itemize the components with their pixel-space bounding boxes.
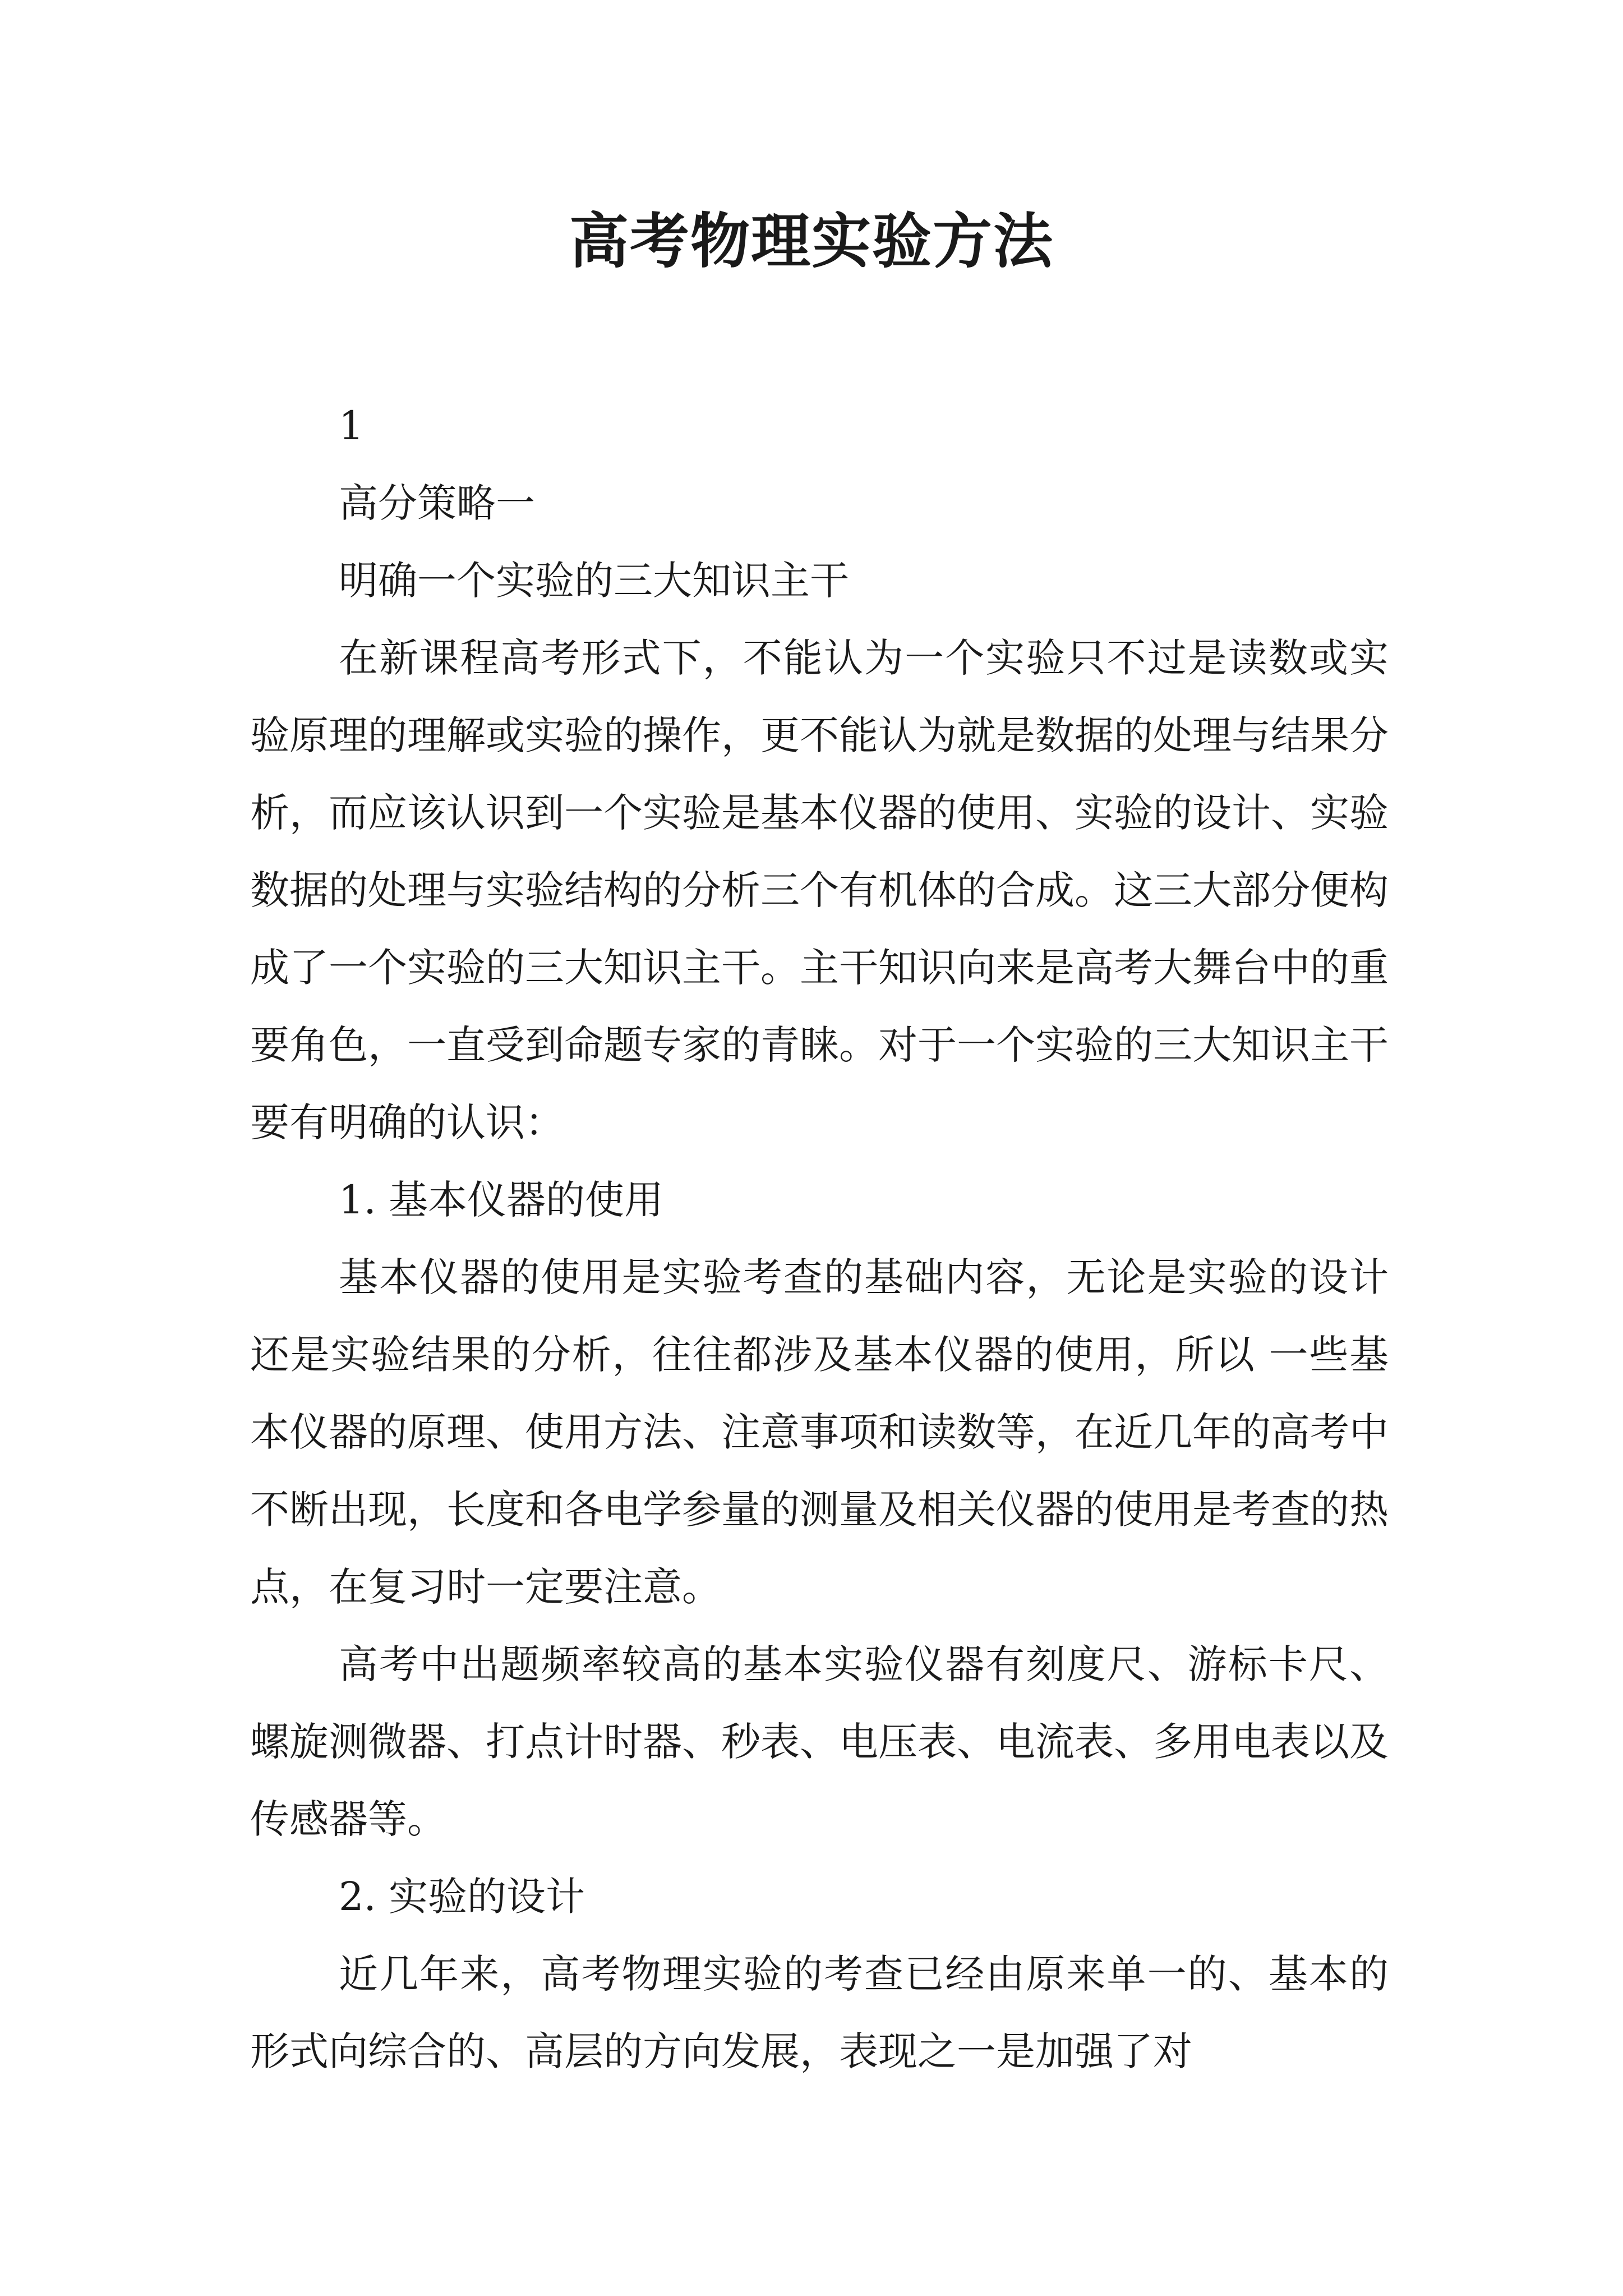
- instruments-list-paragraph: 高考中出题频率较高的基本实验仪器有刻度尺、游标卡尺、螺旋测微器、打点计时器、秒表、电压表、电流表、多用电表以及传感器等。: [250, 1641, 1389, 1842]
- strategy-subheading: 明确一个实验的三大知识主干: [339, 558, 849, 604]
- item-heading-design: 2. 实验的设计: [339, 1874, 585, 1920]
- document-title: 高考物理实验方法: [569, 206, 1054, 276]
- item-heading-instruments: 1. 基本仪器的使用: [339, 1177, 664, 1223]
- strategy-heading: 高分策略一: [339, 480, 535, 526]
- instruments-paragraph: 基本仪器的使用是实验考查的基础内容，无论是实验的设计还是实验结果的分析，往往都涉及基本仪器的使用，所以 一些基本仪器的原理、使用方法、注意事项和读数等，在近几年的高考中不断出现，长度和各电学参量的测量及相关仪器的使用是考查的热点，在复习时一定要注意。: [250, 1254, 1389, 1610]
- intro-paragraph: 在新课程高考形式下，不能认为一个实验只不过是读数或实验原理的理解或实验的操作，更不能认为就是数据的处理与结果分析，而应该认识到一个实验是基本仪器的使用、实验的设计、实验数据的处理与实验结构的分析三个有机体的合成。这三大部分便构成了一个实验的三大知识主干。主干知识向来是高考大舞台中的重要角色，一直受到命题专家的青睐。对于一个实验的三大知识主干要有明确的认识：: [250, 635, 1389, 1145]
- section-number: 1: [339, 403, 364, 449]
- design-paragraph: 近几年来，高考物理实验的考查已经由原来单一的、基本的形式向综合的、高层的方向发展，表现之一是加强了对: [250, 1951, 1389, 2074]
- document-body: [250, 387, 1389, 2090]
